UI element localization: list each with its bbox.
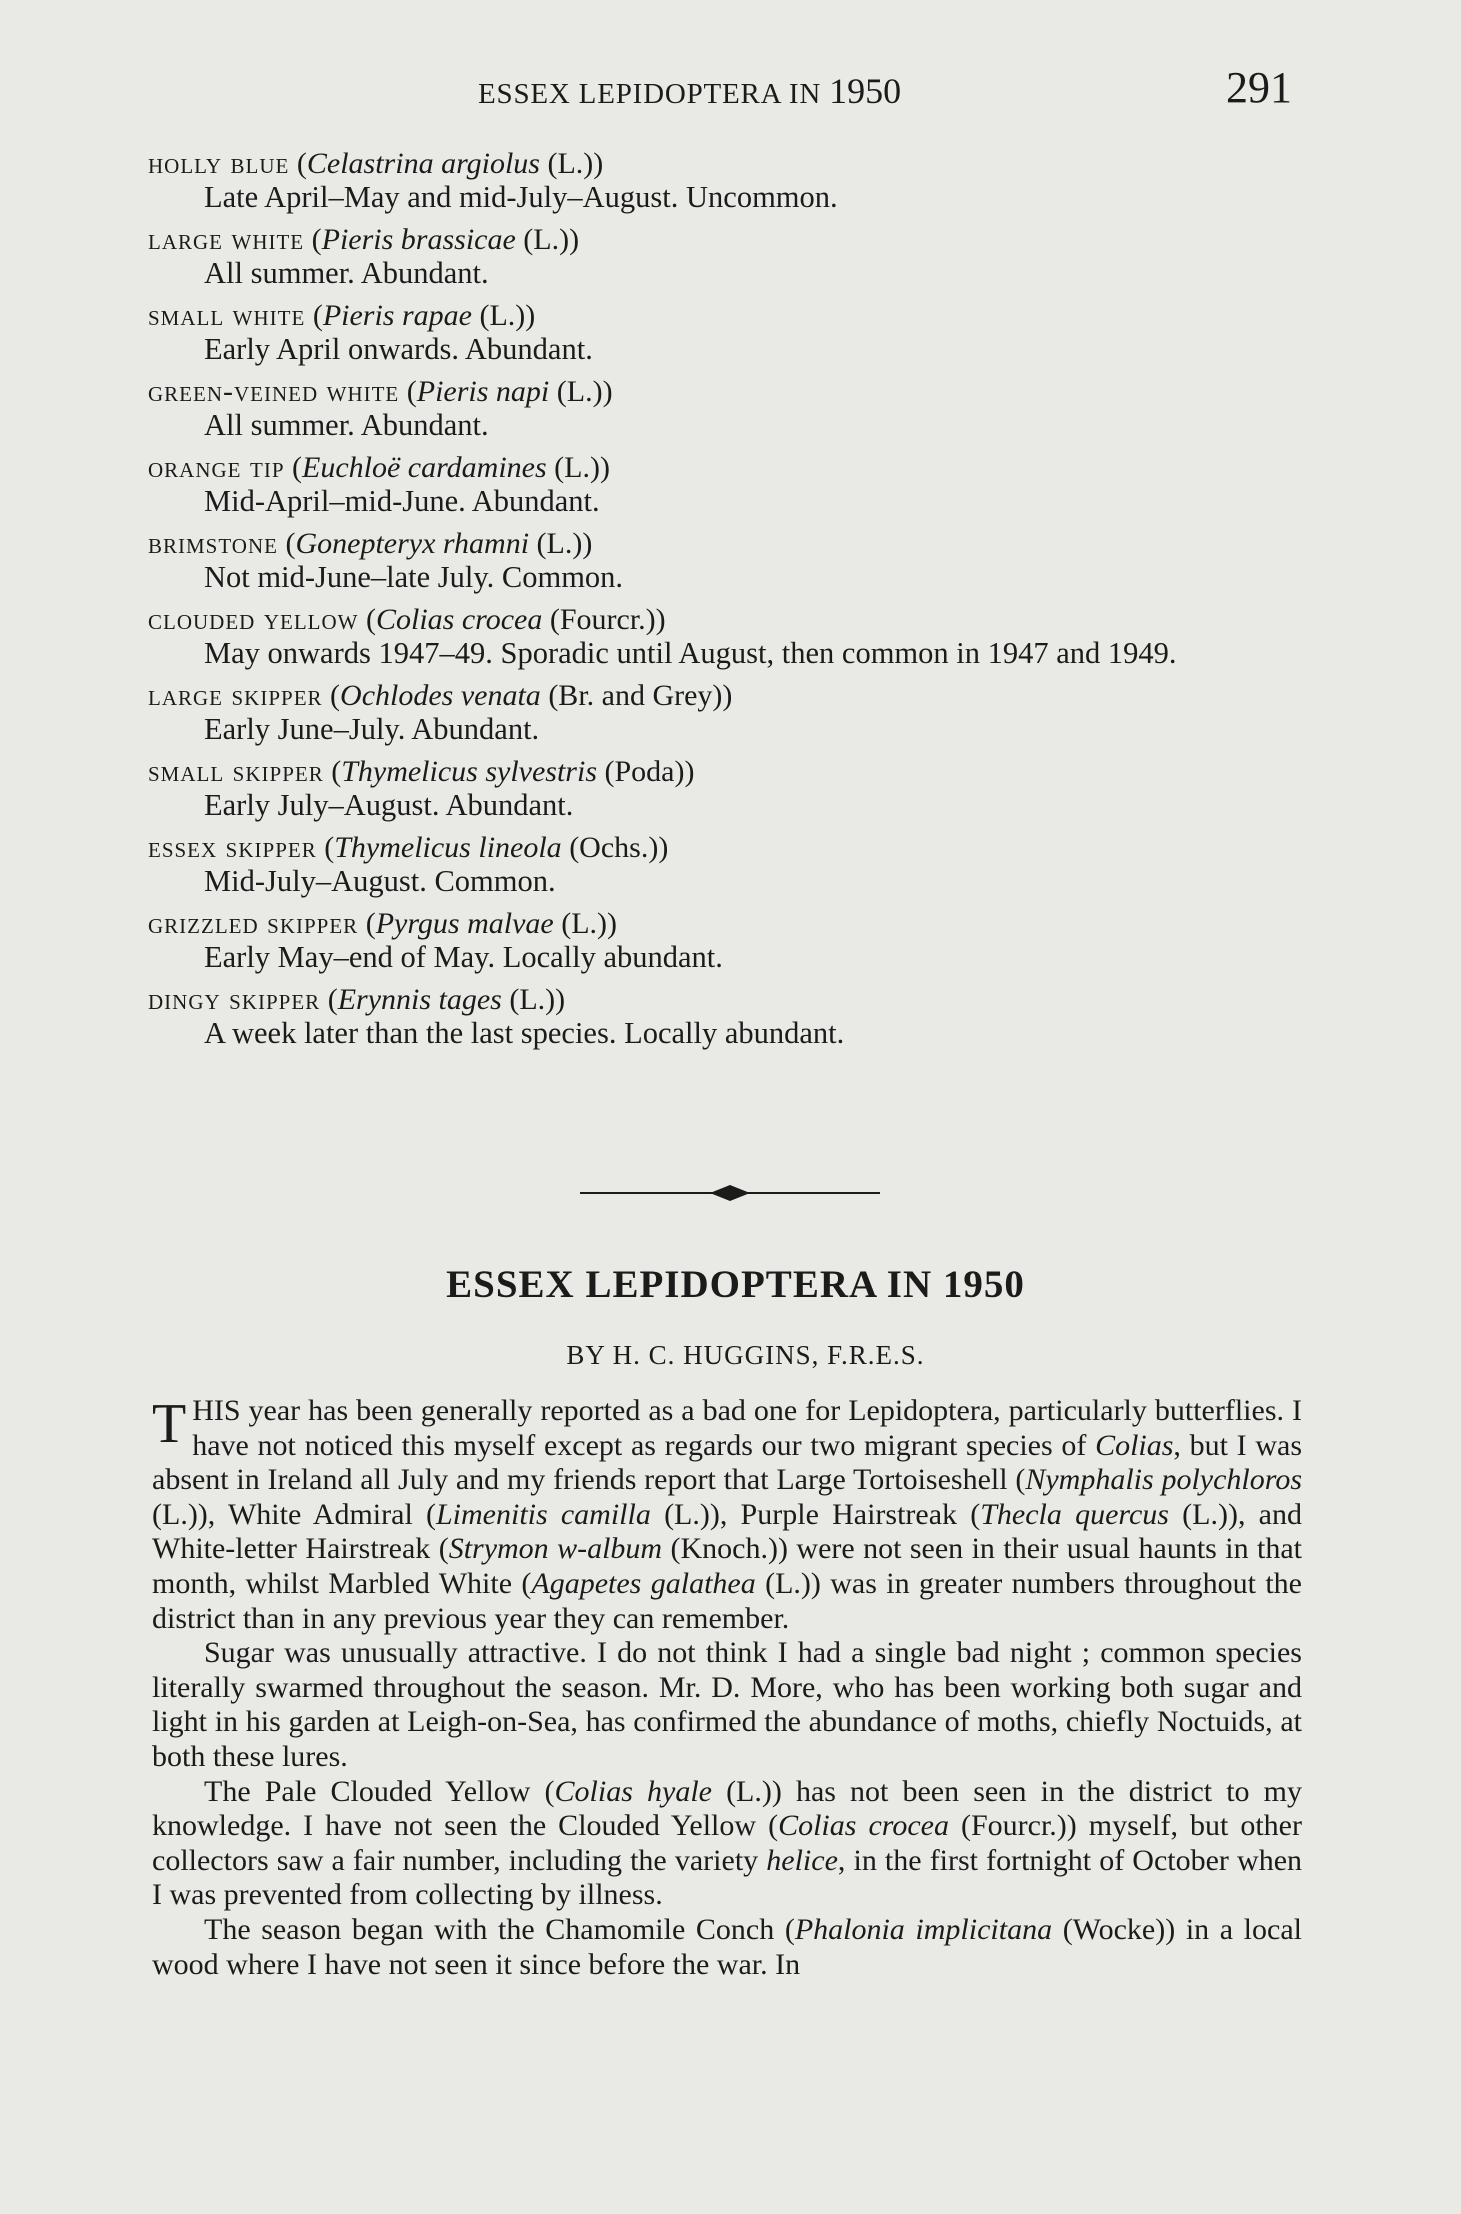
species-entry <box>148 375 1308 443</box>
species-entry <box>148 679 1308 747</box>
species-paren: ( <box>358 603 376 636</box>
species-entry <box>148 603 1308 671</box>
species-latin-name: Gonepteryx rhamni <box>295 527 530 560</box>
species-common-name: holly blue <box>148 147 290 180</box>
species-entry <box>148 223 1308 291</box>
species-description: Early July–August. Abundant. <box>204 788 574 822</box>
section-divider-ornament <box>580 1181 880 1205</box>
species-common-name: green-veined white <box>148 375 400 408</box>
latin-name: Strymon w-album <box>448 1532 663 1566</box>
species-heading <box>148 223 1308 256</box>
text-run: (L.)), Purple Hairstreak ( <box>650 1497 981 1531</box>
species-common-name: clouded yellow <box>148 603 359 636</box>
species-heading <box>148 147 1308 180</box>
species-latin-name: Erynnis tages <box>337 983 502 1016</box>
species-common-name: essex skipper <box>148 831 317 864</box>
species-latin-name: Pyrgus malvae <box>375 907 554 940</box>
species-paren: ( <box>323 755 342 788</box>
species-paren: ( <box>304 223 322 256</box>
species-description: All summer. Abundant. <box>204 408 489 442</box>
species-entry <box>148 147 1308 215</box>
species-author: (L.)) <box>515 223 580 256</box>
species-paren: ( <box>320 983 338 1016</box>
latin-name: Colias <box>1095 1428 1174 1462</box>
drop-cap: T <box>152 1393 187 1455</box>
species-paren: ( <box>322 679 341 712</box>
latin-name: Limenitis camilla <box>435 1497 651 1531</box>
species-common-name: dingy skipper <box>148 983 321 1016</box>
species-common-name: small skipper <box>148 755 324 788</box>
species-common-name: grizzled skipper <box>148 907 359 940</box>
species-author: (Ochs.)) <box>561 831 669 864</box>
species-author: (Poda)) <box>597 755 695 788</box>
species-entry <box>148 299 1308 367</box>
species-common-name: orange tip <box>148 451 285 484</box>
latin-name: Nymphalis polychloros <box>1025 1463 1303 1497</box>
species-description: May onwards 1947–49. Sporadic until August, then common in 1947 and 1949. <box>204 636 1177 670</box>
species-list <box>148 147 1308 1059</box>
running-title-year: 1950 <box>829 71 902 111</box>
species-author: (L.)) <box>529 527 593 560</box>
running-title <box>478 70 901 112</box>
species-description: Early May–end of May. Locally abundant. <box>204 940 723 974</box>
paragraph-4 <box>152 1913 1302 1982</box>
species-latin-name: Pieris brassicae <box>321 223 516 256</box>
species-heading <box>148 983 1308 1016</box>
species-heading <box>148 679 1308 712</box>
species-description: Mid-July–August. Common. <box>204 864 556 898</box>
species-entry <box>148 983 1308 1051</box>
latin-name: helice <box>766 1843 838 1877</box>
species-latin-name: Celastrina argiolus <box>306 147 540 180</box>
species-entry <box>148 755 1308 823</box>
species-author: (L.)) <box>546 451 610 484</box>
species-paren: ( <box>358 907 376 940</box>
species-heading <box>148 907 1308 940</box>
species-entry <box>148 451 1308 519</box>
text-run: (Knoch.)) were not seen in their usual haunts in that month, whilst Marbled White ( <box>152 1532 1302 1600</box>
species-common-name: small white <box>148 299 306 332</box>
species-heading <box>148 755 1308 788</box>
species-latin-name: Thymelicus sylvestris <box>341 755 597 788</box>
species-latin-name: Pieris napi <box>416 375 550 408</box>
species-author: (Br. and Grey)) <box>540 679 733 712</box>
species-heading <box>148 375 1308 408</box>
species-author: (L.)) <box>471 299 536 332</box>
species-author: (L.)) <box>539 147 604 180</box>
species-paren: ( <box>305 299 323 332</box>
paragraph-3 <box>152 1775 1302 1913</box>
species-description: Early June–July. Abundant. <box>204 712 540 746</box>
species-author: (L.)) <box>549 375 613 408</box>
species-entry <box>148 907 1308 975</box>
species-paren: ( <box>316 831 335 864</box>
species-heading <box>148 299 1308 332</box>
text-run: Sugar was unusually attractive. I do not think I had a single bad night ; common species literally swarmed throughout the season. Mr. D. More, who has been working both sugar and light in his garden at Leigh-on-Sea, has confirmed the abundance of moths, chiefly Noctuids, at both these lures. <box>152 1636 1302 1773</box>
latin-name: Thecla quercus <box>980 1497 1169 1531</box>
species-latin-name: Euchloë cardamines <box>302 451 547 484</box>
text-run: (Wocke)) in a local wood where I have not seen it since before the war. In <box>152 1912 1302 1981</box>
paragraph-1 <box>152 1394 1302 1636</box>
species-entry <box>148 527 1308 595</box>
species-heading <box>148 527 1308 560</box>
text-run: , but I was absent in Ireland all July and my friends report that Large Tortoiseshell ( <box>152 1428 1302 1497</box>
text-run: , in the first fortnight of October when I was prevented from collecting by illness. <box>152 1843 1303 1912</box>
paragraph-1-text <box>152 1394 1302 1635</box>
species-latin-name: Ochlodes venata <box>340 679 541 712</box>
page-number: 291 <box>1226 63 1292 112</box>
species-author: (Fourcr.)) <box>542 603 666 636</box>
species-heading <box>148 451 1308 484</box>
species-description: Late April–May and mid-July–August. Uncommon. <box>204 180 838 214</box>
species-description: A week later than the last species. Locally abundant. <box>204 1016 845 1050</box>
species-description: Early April onwards. Abundant. <box>204 332 593 366</box>
text-run: The season began with the Chamomile Conch ( <box>204 1912 795 1946</box>
text-run: HIS year has been generally reported as a bad one for Lepidoptera, particularly butterflies. I have not noticed this myself except as regards our two migrant species of <box>192 1394 1302 1462</box>
species-description: Mid-April–mid-June. Abundant. <box>204 484 600 518</box>
species-heading <box>148 831 1308 864</box>
species-paren: ( <box>289 147 307 180</box>
latin-name: Colias crocea <box>778 1809 949 1843</box>
paragraph-2 <box>152 1636 1302 1774</box>
species-paren: ( <box>284 451 302 484</box>
running-title-text: ESSEX LEPIDOPTERA IN <box>478 78 822 110</box>
species-common-name: large skipper <box>148 679 323 712</box>
latin-name: Phalonia implicitana <box>794 1912 1053 1946</box>
species-latin-name: Pieris rapae <box>322 299 472 332</box>
article-body <box>152 1394 1302 1982</box>
text-run: (Fourcr.)) myself, but other collectors saw a fair number, including the variety <box>152 1809 1302 1877</box>
species-paren: ( <box>277 527 296 560</box>
article-title: ESSEX LEPIDOPTERA IN 1950 <box>446 1263 1025 1306</box>
text-run: (L.)), and White-letter Hairstreak ( <box>152 1497 1302 1566</box>
latin-name: Colias hyale <box>554 1774 712 1808</box>
species-latin-name: Colias crocea <box>375 603 543 636</box>
species-description: All summer. Abundant. <box>204 256 489 290</box>
species-paren: ( <box>399 375 417 408</box>
species-entry <box>148 831 1308 899</box>
species-common-name: brimstone <box>148 527 278 560</box>
text-run: (L.)) was in greater numbers throughout the district than in any previous year they can remember. <box>152 1566 1302 1635</box>
text-run: (L.)) has not been seen in the district to my knowledge. I have not seen the Clouded Yellow ( <box>152 1774 1302 1843</box>
text-run: (L.)), White Admiral ( <box>152 1497 436 1531</box>
text-run: The Pale Clouded Yellow ( <box>204 1774 555 1808</box>
species-author: (L.)) <box>553 907 617 940</box>
running-head <box>0 62 1461 122</box>
article-byline: BY H. C. HUGGINS, F.R.E.S. <box>566 1340 925 1370</box>
species-description: Not mid-June–late July. Common. <box>204 560 624 594</box>
species-heading <box>148 603 1308 636</box>
species-author: (L.)) <box>501 983 566 1016</box>
species-common-name: large white <box>148 223 305 256</box>
latin-name: Agapetes galathea <box>531 1566 756 1600</box>
species-latin-name: Thymelicus lineola <box>334 831 562 864</box>
